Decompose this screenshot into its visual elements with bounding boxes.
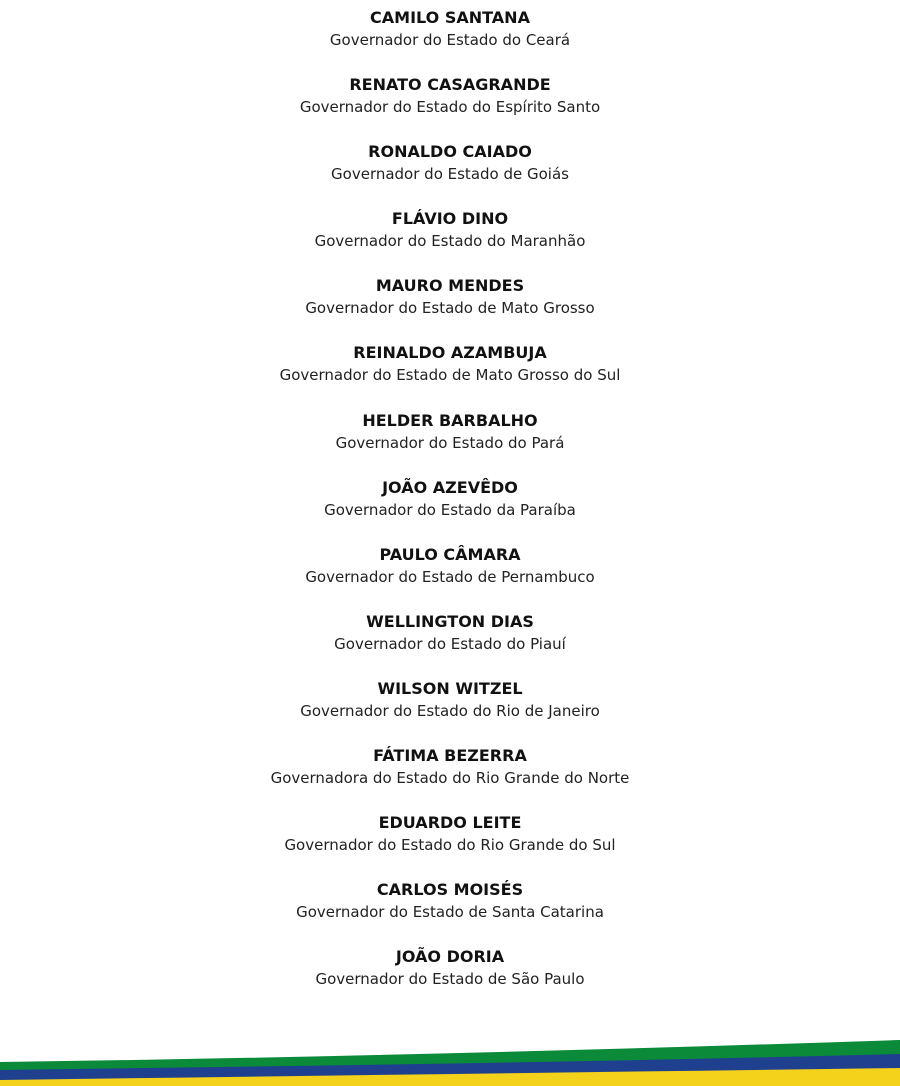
signatory-role: Governador do Estado de Santa Catarina [296, 903, 604, 922]
signatory-role: Governador do Estado de Goiás [331, 165, 569, 184]
signatory-role: Governador do Estado do Piauí [334, 634, 566, 653]
list-item [0, 140, 900, 207]
signatory-name: FÁTIMA BEZERRA [373, 746, 527, 766]
list-item [0, 409, 900, 476]
signatory-role: Governador do Estado de São Paulo [315, 970, 585, 989]
signatory-name: PAULO CÂMARA [379, 544, 521, 564]
list-item [0, 73, 900, 140]
signatory-role: Governador do Estado do Rio Grande do Sul [284, 836, 616, 855]
signatory-name: REINALDO AZAMBUJA [353, 343, 547, 363]
signatory-role: Governador do Estado de Pernambuco [305, 567, 595, 586]
signatory-role: Governador do Estado da Paraíba [324, 500, 576, 519]
signatory-name: MAURO MENDES [375, 276, 525, 296]
signatory-name: FLÁVIO DINO [391, 209, 509, 229]
list-item [0, 744, 900, 811]
signatory-name: WELLINGTON DIAS [366, 611, 534, 631]
signatory-list [0, 6, 900, 1012]
signatory-role: Governador do Estado de Mato Grosso [305, 299, 595, 318]
signatory-role: Governador do Estado do Rio de Janeiro [300, 701, 600, 720]
signatory-name: CARLOS MOISÉS [376, 880, 524, 900]
signatory-role: Governador do Estado do Ceará [329, 31, 571, 49]
signatory-role: Governador do Estado de Mato Grosso do Sul [279, 366, 621, 385]
list-item [0, 476, 900, 543]
list-item [0, 274, 900, 341]
signatory-name: HELDER BARBALHO [362, 410, 538, 430]
signatory-name: RONALDO CAIADO [368, 142, 532, 162]
signatory-role: Governador do Estado do Maranhão [314, 232, 586, 251]
list-item [0, 610, 900, 677]
signatory-name: CAMILO SANTANA [370, 8, 530, 27]
signatory-name: EDUARDO LEITE [378, 813, 522, 833]
list-item [0, 543, 900, 610]
signatory-name: RENATO CASAGRANDE [349, 75, 551, 95]
signatory-name: JOÃO AZEVÊDO [382, 477, 518, 497]
list-item [0, 6, 900, 73]
signatory-role: Governador do Estado do Pará [335, 433, 565, 452]
flag-color-band [0, 1040, 900, 1086]
signatory-role: Governadora do Estado do Rio Grande do Norte [270, 769, 630, 788]
signatory-name: WILSON WITZEL [377, 678, 523, 698]
list-item [0, 811, 900, 878]
list-item [0, 878, 900, 945]
signatory-name: JOÃO DORIA [395, 947, 505, 967]
list-item [0, 207, 900, 274]
signatory-role: Governador do Estado do Espírito Santo [299, 98, 601, 117]
list-item [0, 341, 900, 408]
list-item [0, 945, 900, 1012]
list-item [0, 677, 900, 744]
